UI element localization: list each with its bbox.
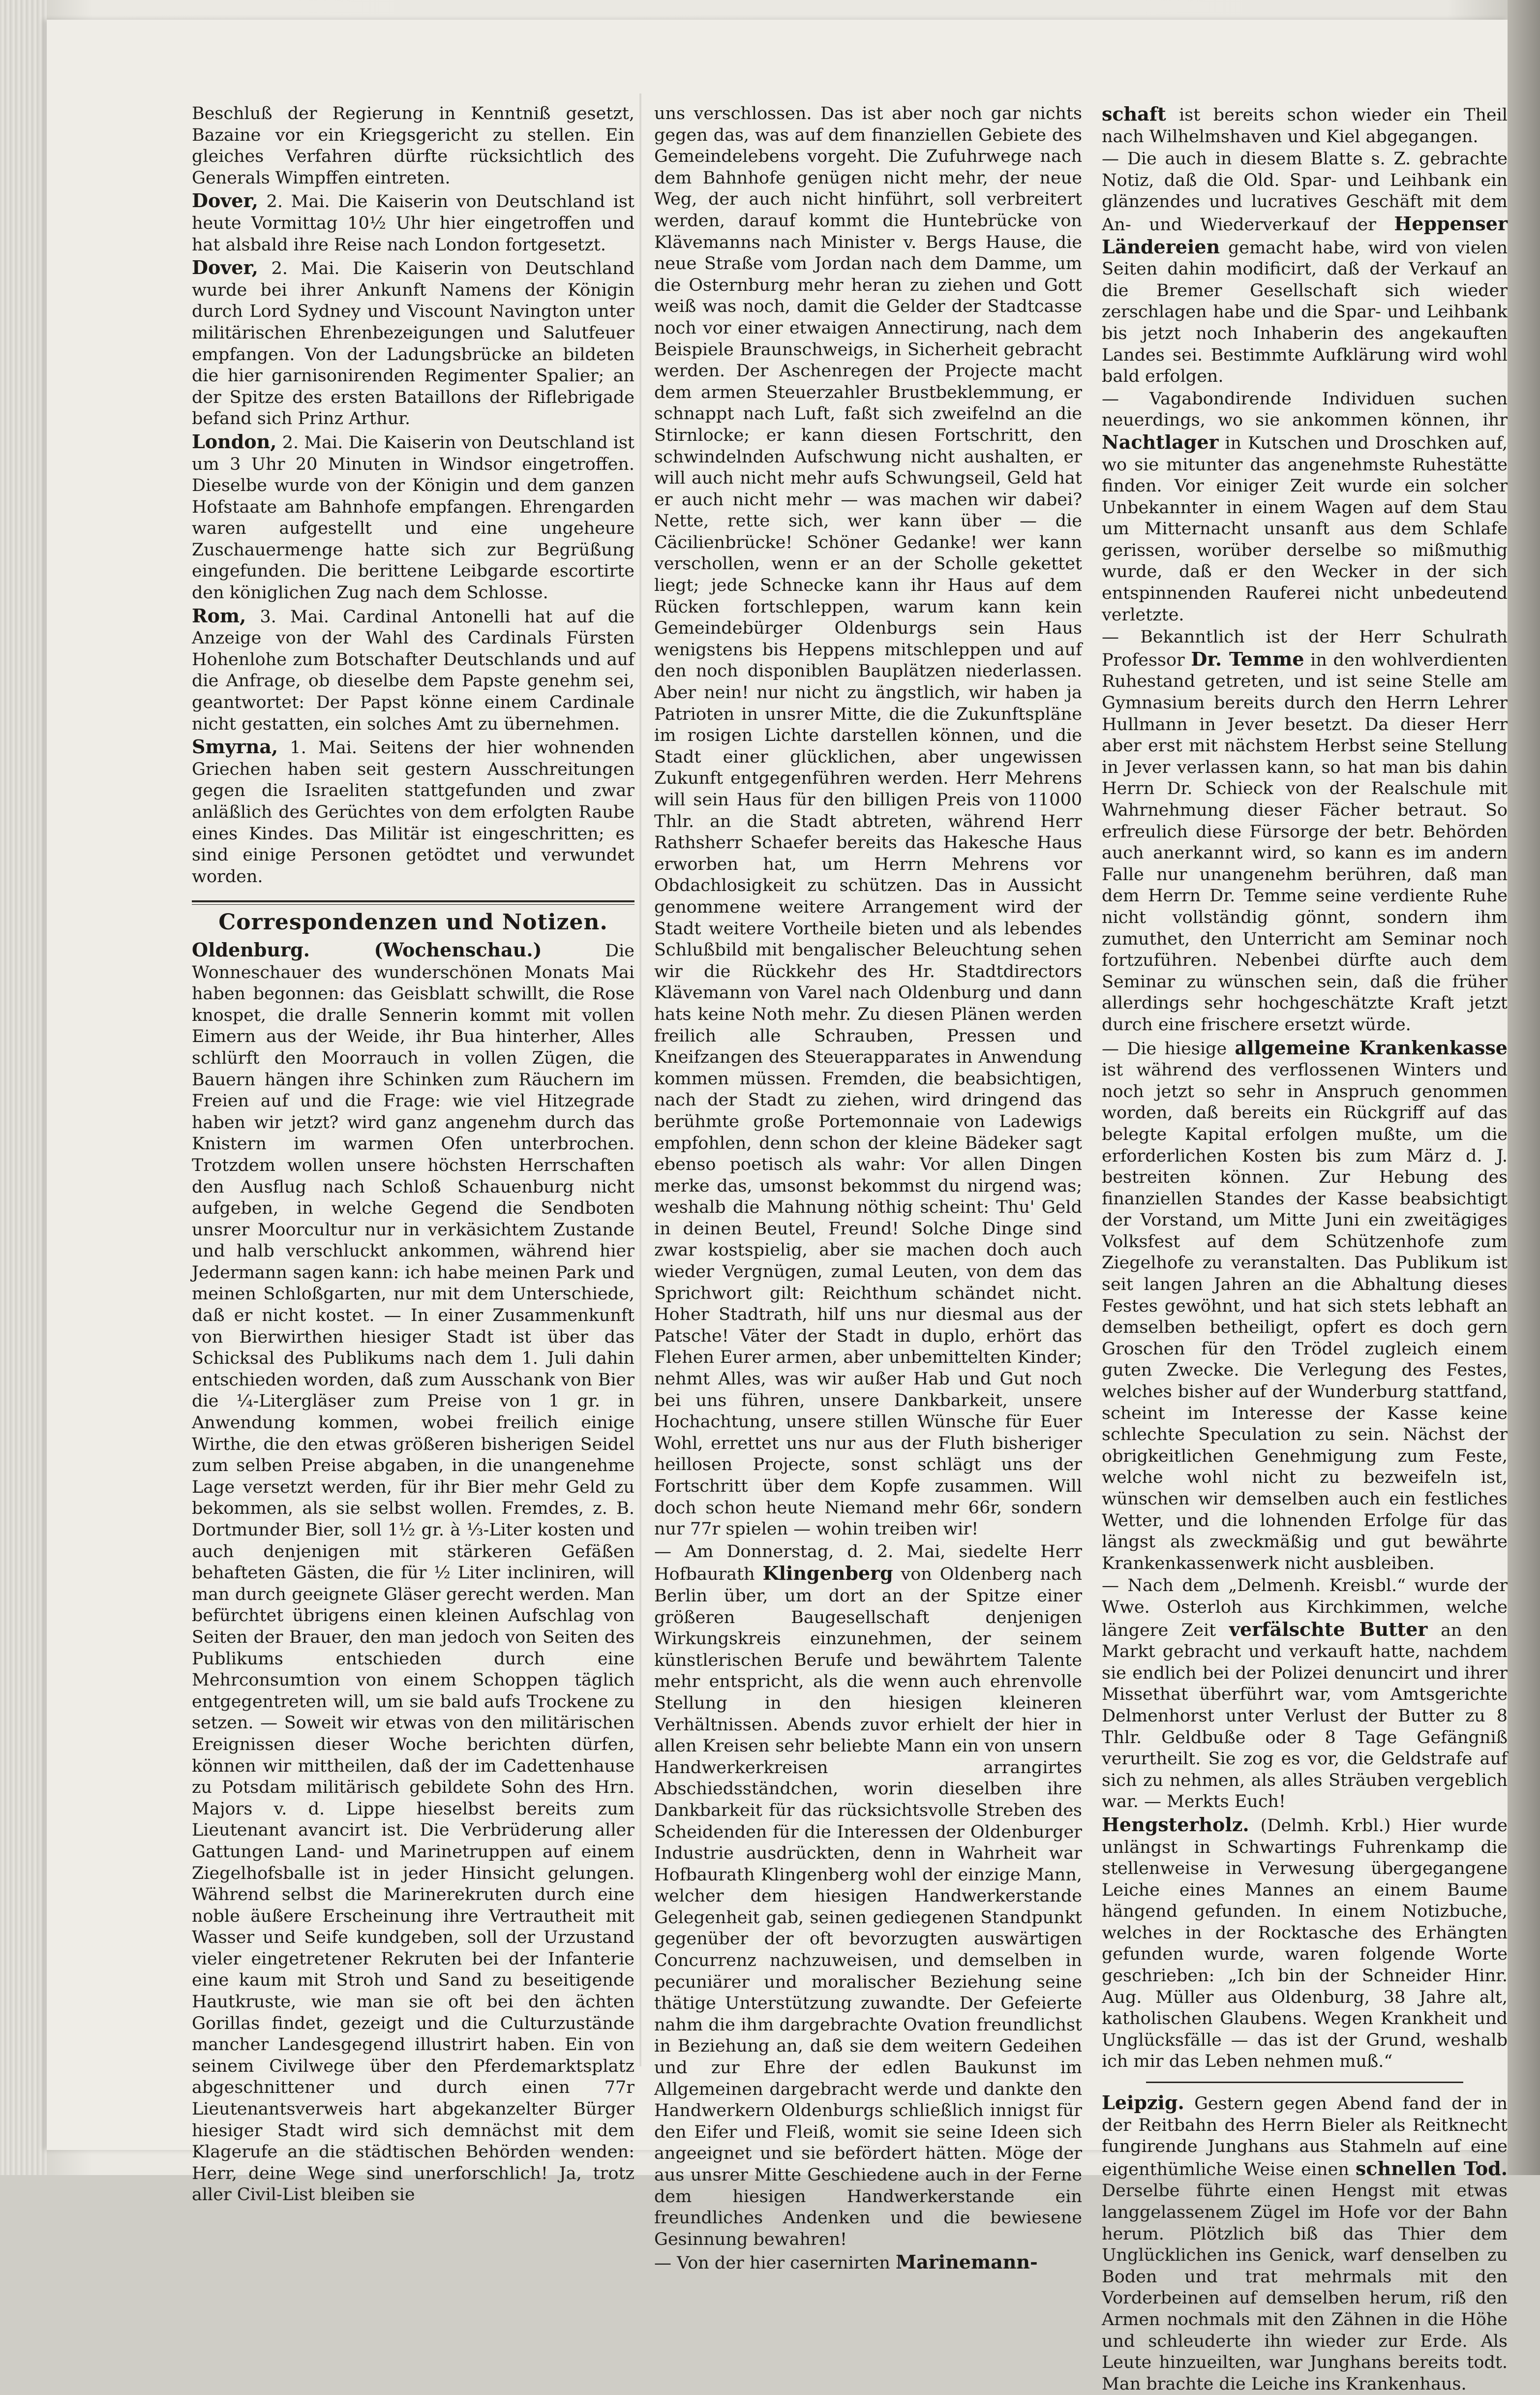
dateline-london: London, <box>192 430 277 453</box>
article-text: ist während des verflossenen Winters und noch jetzt so sehr in Anspruch genommen worden, daß bereits ein Rückgriff auf das belegte Kapital erfolgen mußte, um die erforderlichen Kosten bis zum März d. J. bestreiten können. Zur Hebung des finanziellen Standes der Kasse beabsichtigt der Vorstand, um Mitte Juni ein zweitägiges Volksfest auf dem Schützenhofe zum Ziegelhofe zu veranstalten. Das Publikum ist seit langen Jahren an die Abhaltung dieses Festes gewöhnt, und hat sich stets lebhaft an demselben betheiligt, opfert es doch gern Groschen für den Trödel zugleich einem guten Zwecke. Die Verlegung des Festes, welches bisher auf der Wunderburg stattfand, scheint im Interesse der Kasse keine schlechte Speculation zu sein. Nächst der obrigkeitlichen Genehmigung zum Feste, welche wohl nicht zu bezweifeln ist, wünschen wir demselben auch ein festliches Wetter, und die lohnenden Erfolge für das längst als zweckmäßig und gut bewährte Krankenkassenwerk nicht ausbleiben. <box>1102 1060 1508 1573</box>
dispatch-text: 2. Mai. Die Kaiserin von Deutschland ist um 3 Uhr 20 Minuten in Windsor eingetroffen. Dieselbe wurde von der Königin und dem ganzen Hofstaate am Bahnhofe empfangen. Ehrengarden waren aufgestellt und eine ungeheure Zuschauermenge hatte sich zur Begrüßung eingefunden. Die berittene Leibgarde escortirte den königlichen Zug nach dem Schlosse. <box>192 432 634 603</box>
highlighted-term: schaft <box>1102 103 1166 125</box>
article-leipzig <box>1102 2092 1508 2395</box>
dispatch-dover-1 <box>192 190 634 256</box>
article-text: — Vagabondirende Individuen suchen neuerdings, wo sie ankommen können, ihr <box>1102 389 1508 430</box>
column-gutter <box>639 93 641 2066</box>
highlighted-name: Klingenberg <box>762 1562 893 1585</box>
article-krankenkasse <box>1102 1037 1508 1575</box>
dispatch-rom <box>192 605 634 736</box>
highlighted-term: verfälschte Butter <box>1229 1618 1428 1640</box>
article-divider <box>1146 2082 1463 2083</box>
section-divider <box>192 900 634 905</box>
article-oldenburg <box>192 939 634 2206</box>
article-nachtlager <box>1102 389 1508 626</box>
article-hengsterholz <box>1102 1814 1508 2073</box>
highlighted-term: Marinemann- <box>896 2251 1038 2273</box>
article-klingenberg <box>654 1541 1082 2251</box>
article-text: Gestern gegen Abend fand der in der Reitbahn des Herrn Bieler als Reitknecht fungirende Junghans aus Stahmeln auf eine eigenthümliche Weise einen <box>1102 2094 1508 2180</box>
article-text: — Die auch in diesem Blatte s. Z. gebrachte Notiz, daß die Old. Spar- und Leihbank ein glänzendes und lucratives Geschäft mit dem An- und Wiederverkauf der <box>1102 149 1508 235</box>
column-3 <box>1102 103 1508 2394</box>
dispatch-text: 2. Mai. Die Kaiserin von Deutschland wurde bei ihrer Ankunft Namens der Königin durch Lord Sydney und Viscount Navington unter militärischen Ehrenbezeigungen und Salutfeuer empfangen. Von der Ladungsbrücke an bildeten die hier garnisonirenden Regimenter Spalier; an der Spitze des ersten Bataillons der Riflebrigade befand sich Prinz Arthur. <box>192 259 634 429</box>
dateline-rom: Rom, <box>192 604 246 627</box>
column-2 <box>654 103 1082 2273</box>
article-text: — Bekanntlich ist der Herr Schulrath Professor <box>1102 627 1508 670</box>
highlighted-term: schnellen Tod. <box>1356 2157 1508 2180</box>
column-1 <box>192 103 634 2205</box>
dateline-oldenburg: Oldenburg. (Wochenschau.) <box>192 938 542 961</box>
dateline-dover: Dover, <box>192 256 259 279</box>
article-temme <box>1102 627 1508 1036</box>
article-text: — Nach dem „Delmenh. Kreisbl.“ wurde der Wwe. Osterloh aus Kirchkimmen, welche längere Zeit <box>1102 1576 1508 1640</box>
dispatch-text: 1. Mai. Seitens der hier wohnenden Griechen haben seit gestern Ausschreitungen gegen die Israeliten stattgefunden und zwar anläßlich des Gerüchtes von dem erfolgten Raube eines Kindes. Das Militär ist eingeschritten; es sind einige Personen getödtet und verwundet worden. <box>192 738 634 887</box>
dispatch-text: 2. Mai. Die Kaiserin von Deutschland ist heute Vormittag 10½ Uhr hier eingetroffen und hat alsbald ihre Reise nach London fortgesetzt. <box>192 192 634 255</box>
dispatch-london <box>192 431 634 604</box>
article-marine <box>654 2251 1082 2274</box>
article-text: in den wohlverdienten Ruhestand getreten, und ist seine Stelle am Gymnasium bereits durch den Herrn Lehrer Hullmann in Jever besetzt. Da dieser Herr aber erst mit nächstem Herbst seine Stellung in Jever verlassen kann, so hat man bis dahin Herrn Dr. Schieck von der Realschule mit Wahrnehmung dieser Fächer betraut. So erfreulich diese Fürsorge der betr. Behörden auch anerkannt wird, so kann es im andern Falle nur unangenehm berühren, daß man dem Herrn Dr. Temme seine verdiente Ruhe nicht vollständig gönnt, sondern ihm zumuthet, den Unterricht am Seminar noch fortzuführen. Nebenbei dürfte auch dem Seminar zu wünschen sein, daß die früher allerdings sehr hochgeschätzte Kraft jetzt durch eine frischere ersetzt würde. <box>1102 650 1508 1035</box>
binding-shadow <box>1508 0 1540 2175</box>
dateline-leipzig: Leipzig. <box>1102 2091 1184 2114</box>
article-text: — Die hiesige <box>1102 1039 1227 1059</box>
dispatch-smyrna <box>192 736 634 888</box>
dispatch-text: 3. Mai. Cardinal Antonelli hat auf die Anzeige von der Wahl des Cardinals Fürsten Hohenlohe zum Botschafter Deutschlands und auf die Anfrage, ob dieselbe dem Papste genehm sei, geantwortet: Der Papst könne einem Cardinale nicht gestatten, ein solches Amt zu übernehmen. <box>192 607 634 734</box>
stacked-page-edges <box>0 0 47 2175</box>
article-continuation: uns verschlossen. Das ist aber noch gar nichts gegen das, was auf dem finanziellen Gebiete des Gemeindelebens vorgeht. Die Zufuhrwege nach dem Bahnhofe genügen nicht mehr, der neue Weg, der auch nicht hinführt, soll verbreitert werden, darauf kommt die Huntebrücke von Klävemanns nach Minister v. Bergs Hause, die neue Straße vom Jordan nach dem Damme, um die Osternburg mehr heran zu ziehen und Gott weiß was noch, damit die Gelder der Stadtcasse noch vor einer etwaigen Annectirung, nach dem Beispiele Braunschweigs, in Sicherheit gebracht werden. Der Aschenregen der Projecte macht dem armen Steuerzahler Brustbeklemmung, er schnappt nach Luft, faßt sich zweifelnd an die Stirnlocke; er kann diesen Fortschritt, den schwindelnden Aufschwung nicht aushalten, er will auch nicht mehr aufs Schwungseil, Geld hat er auch nicht mehr — was machen wir dabei? Nette, rette sich, wer kann über — die Cäcilienbrücke! Schöner Gedanke! wer kann verschollen, wenn er an der Scholle gekettet liegt; jede Schnecke kann ihr Haus auf dem Rücken fortschleppen, warum kann kein Gemeindebürger Oldenburgs sein Haus wenigstens bis Heppens mitschleppen und auf den noch disponiblen Bauplätzen niederlassen. Aber nein! nur nicht zu ängstlich, wir haben ja Patrioten in unsrer Mitte, die die Zukunftspläne im rosigen Lichte darstellen können, und die Stadt einer glücklichen, aber ungewissen Zukunft entgegenführen werden. Herr Mehrens will sein Haus für den billigen Preis von 11000 Thlr. an die Stadt abtreten, während Herr Rathsherr Schaefer bereits das Hakesche Haus erworben hat, um Herrn Mehrens vor Obdachlosigkeit zu schützen. Das in Aussicht genommene weitere Arrangement wird der Stadt weitere Vortheile bieten und als lebendes Schlußbild mit bengalischer Beleuchtung sehen wir die Rückkehr des Hr. Stadtdirectors Klävemann von Varel nach Oldenburg und dann hats keine Noth mehr. Zu diesen Plänen werden freilich alle Schrauben, Pressen und Kneifzangen des Steuerapparates in Anwendung kommen müssen. Fremden, die beabsichtigen, nach der Stadt zu ziehen, wird dringend das berühmte große Portemonnaie von Ladewigs empfohlen, denn schon der kleine Bädeker sagt ebenso poetisch als wahr: Vor allen Dingen merke das, umsonst bekommst du nirgend was; weshalb die Mahnung nöthig scheint: Thu' Geld in deinen Beutel, Freund! Solche Dinge sind zwar kostspielig, aber sie machen doch auch wieder Vergnügen, zumal Leuten, von dem das Sprichwort gilt: Reichthum schändet nicht. Hoher Stadtrath, hilf uns nur diesmal aus der Patsche! Väter der Stadt in duplo, erhört das Flehen Eurer armen, aber unbemittelten Kinder; nehmt Alles, was wir außer Hab und Gut noch bei uns führen, unsere Dankbarkeit, unsere Hochachtung, unsere stillen Wünsche für Euer Wohl, errettet uns nur aus der Fluth bisheriger heillosen Projecte, sonst schlägt uns der Fortschritt über dem Kopfe zusammen. Will doch schon heute Niemand mehr 66r, sondern nur 77r spielen — wohin treiben wir! <box>654 104 1082 1539</box>
highlighted-term: Heppenser Ländereien <box>1102 212 1508 258</box>
article-heppens <box>1102 149 1508 388</box>
highlighted-term: Nachtlager <box>1102 430 1219 453</box>
article-text: gemacht habe, wird von vielen Seiten dahin modificirt, daß der Verkauf an die Bremer Gesellschaft sich wieder zerschlagen habe und die Spar- und Leihbank bis jetzt noch Inhaberin des angekauften Landes sei. Bestimmte Aufklärung wird wohl bald erfolgen. <box>1102 238 1508 387</box>
intro-paragraph: Beschluß der Regierung in Kenntniß gesetzt, Bazaine vor ein Kriegsgericht zu stellen. Ein gleiches Verfahren dürfte rücksichtlich des Generals Wimpffen eintreten. <box>192 104 634 188</box>
article-butter <box>1102 1575 1508 1813</box>
article-text: — Am Donnerstag, d. 2. Mai, siedelte Herr Hofbaurath <box>654 1541 1082 1585</box>
article-text: (Delmh. Krbl.) Hier wurde unlängst in Schwartings Fuhrenkamp die stellenweise in Verwesung übergegangene Leiche eines Mannes an einem Baume hängend gefunden. In einem Notizbuche, welches in der Rocktasche des Erhängten gefunden wurde, waren folgende Worte geschrieben: „Ich bin der Schneider Hinr. Aug. Müller aus Oldenburg, 38 Jahre alt, katholischen Glaubens. Wegen Krankheit und Unglücksfälle — das ist der Grund, weshalb ich mir das Leben nehmen muß.“ <box>1102 1815 1508 2072</box>
dateline-hengsterholz: Hengsterholz. <box>1102 1813 1249 1836</box>
dateline-dover: Dover, <box>192 189 259 212</box>
highlighted-name: Dr. Temme <box>1191 647 1304 670</box>
dateline-smyrna: Smyrna, <box>192 736 278 758</box>
article-text: — Von der hier casernirten <box>654 2253 890 2273</box>
article-text: Derselbe führte einen Hengst mit etwas langgelassenem Zügel im Hofe vor der Bahn herum. Plötzlich biß das Thier dem Unglücklichen ins Genick, warf denselben zu Boden und trat mehrmals mit den Vorderbeinen auf demselben herum, riß den Armen nochmals mit den Zähnen in die Höhe und schleuderte ihn wieder zur Erde. Als Leute hinzueilten, war Junghans bereits todt. Man brachte die Leiche ins Krankenhaus. <box>1102 2181 1508 2394</box>
article-text: von Oldenberg nach Berlin über, um dort an der Spitze einer größeren Baugesellschaft denjenigen Wirkungskreis einzunehmen, der seinem künstlerischen Berufe und bewährtem Talente mehr entspricht, als die wenn auch ehrenvolle Stellung in den hiesigen kleineren Verhältnissen. Abends zuvor erhielt der hier in allen Kreisen sehr beliebte Mann ein von unsern Handwerkerkreisen arrangirtes Abschiedsständchen, worin dieselben ihre Dankbarkeit für das rücksichtsvolle Streben des Scheidenden für die Interessen der Oldenburger Industrie ausdrückten, denn in Wahrheit war Hofbaurath Klingenberg wohl der einzige Mann, welcher dem hiesigen Handwerkerstande Gelegenheit gab, seinen gediegenen Standpunkt gegenüber der oft bevorzugten auswärtigen Concurrenz nachzuweisen, und demselben in pecuniärer und moralischer Beziehung seine thätige Unterstützung zuwandte. Der Gefeierte nahm die ihm dargebrachte Ovation freundlichst in Beziehung an, daß sie dem weitern Gedeihen und zur Ehre der edlen Baukunst im Allgemeinen dargebracht werde und dankte den Handwerkern Oldenburgs schließlich innigst für den Eifer und Fleiß, womit sie seine Ideen sich angeeignet und sie befördert hätten. Möge der aus unsrer Mitte Geschiedene auch in der Ferne dem hiesigen Handwerkerstande ein freundliches Andenken und die bewiesene Gesinnung bewahren! <box>654 1565 1082 2249</box>
article-text: an den Markt gebracht und verkauft hatte, nachdem sie endlich bei der Polizei denuncirt und ihrer Missethat überführt war, vom Amtsgerichte Delmenhorst unter Verlust der Butter zu 8 Thlr. Geldbuße oder 8 Tage Gefängniß verurtheilt. Sie zog es vor, die Geldstrafe auf sich zu nehmen, als alles Sträuben vergeblich war. — Merkts Euch! <box>1102 1620 1508 1812</box>
article-text: in Kutschen und Droschken auf, wo sie mitunter das angenehmste Ruhestätte finden. Vor einiger Zeit wurde ein solcher Unbekannter in einem Wagen auf dem Stau um Mitternacht unsanft aus dem Schlafe gerissen, worüber derselbe so mißmuthig wurde, daß er den Wecker in der sich entspinnenden Rauferei nicht unbedeutend verletzte. <box>1102 433 1508 625</box>
article-marine-cont <box>1102 103 1508 148</box>
highlighted-term: allgemeine Krankenkasse <box>1235 1036 1508 1059</box>
article-text: Die Wonneschauer des wunderschönen Monats Mai haben begonnen: das Geisblatt schwillt, die Rose knospet, die dralle Sennerin kommt mit vollen Eimern aus der Weide, ihr Bua hinterher, Alles schlürft den Moorrauch in vollen Zügen, die Bauern hängen ihre Schinken zum Räuchern im Freien auf und die Frage: wie viel Hitzegrade haben wir jetzt? wird ganz angenehm durch das Knistern im warmen Ofen unterbrochen. Trotzdem wollen unsere höchsten Herrschaften den Ausflug nach Schloß Schauenburg nicht aufgeben, in welche Gegend die Sendboten unsrer Moorcultur nur in verkäsichtem Zustande und halb verschluckt ankommen, während hier Jedermann sagen kann: ich habe meinen Park und meinen Schloßgarten, nur mit dem Unterschiede, daß er nicht kostet. — In einer Zusammenkunft von Bierwirthen hiesiger Stadt ist über das Schicksal des Publikums nach dem 1. Juli dahin entschieden worden, daß zum Ausschank von Bier die ¼-Litergläser zum Preise von 1 gr. in Anwendung kommen, wobei freilich einige Wirthe, die den etwas größeren bisherigen Seidel zum selben Preise abgaben, in die unangenehme Lage versetzt werden, für ihr Bier mehr Geld zu bekommen, als sie selbst wollen. Fremdes, z. B. Dortmunder Bier, soll 1½ gr. à ⅓-Liter kosten und auch denjenigen mit stärkeren Gefäßen behafteten Gästen, die für ½ Liter incliniren, will man durch geeignete Gläser gerecht werden. Man befürchtet übrigens einen kleinen Aufschlag von Seiten der Brauer, den man jedoch von Seiten des Publikums entschieden durch eine Mehrconsumtion von einem Schoppen täglich entgegentreten will, um sie bald aufs Trockene zu setzen. — Soweit wir etwas von den militärischen Ereignissen dieser Woche berichten dürfen, können wir mittheilen, daß der im Cadettenhause zu Potsdam militärisch gebildete Sohn des Hrn. Majors v. d. Lippe hieselbst bereits zum Lieutenant avancirt ist. Die Verbrüderung aller Gattungen Land- und Marinetruppen auf einem Ziegelhofsballe ist in jeder Hinsicht gelungen. Während selbst die Marinerekruten durch eine noble äußere Erscheinung ihre Vertrautheit mit Wasser und Seife kundgeben, soll der Urzustand vieler eingetretener Rekruten bei der Infanterie eine kaum mit Stroh und Sand zu beseitigende Hautkruste, wie man sie oft bei den ächten Gorillas findet, gezeigt und die Culturzustände mancher Landesgegend illustrirt haben. Ein von seinem Civilwege über den Pferdemarktsplatz abgeschnittener und durch einen 77r Lieutenantsverweis hart abgekanzelter Bürger hiesiger Stadt wird sich demnächst mit dem Klagerufe an die städtischen Behörden wenden: Herr, deine Wege sind unerforschlich! Ja, trotz aller Civil-List bleiben sie <box>192 941 634 2205</box>
dispatch-dover-2 <box>192 257 634 430</box>
section-title: Correspondenzen und Notizen. <box>218 910 608 935</box>
article-text: ist bereits schon wieder ein Theil nach Wilhelmshaven und Kiel abgegangen. <box>1102 105 1508 147</box>
